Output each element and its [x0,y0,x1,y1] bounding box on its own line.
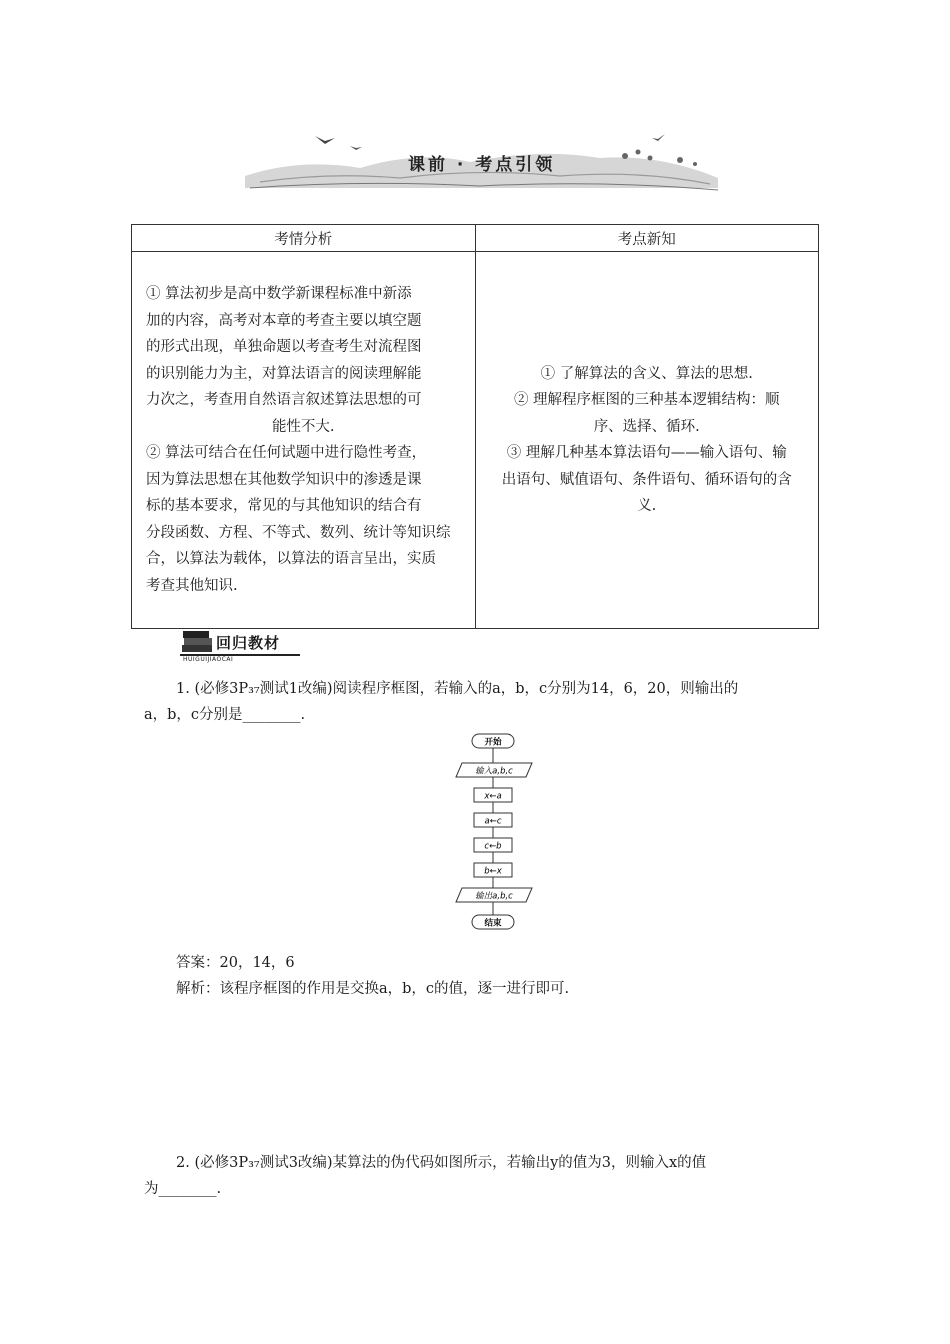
text-line: ① 算法初步是高中数学新课程标准中新添 [146,286,412,302]
flowchart [440,732,550,938]
new-knowledge-cell [475,252,819,629]
text-line: 标的基本要求，常见的与其他知识的结合有 [146,498,422,514]
text-line: 出语句、赋值语句、条件语句、循环语句的含 [501,471,792,488]
header-new-knowledge: 考点新知 [475,225,819,252]
exam-analysis-cell [132,252,476,629]
text-line: 分段函数、方程、不等式、数列、统计等知识综 [146,524,451,541]
text-line: ① 了解算法的含义、算法的思想. [540,365,753,382]
q2-line2: 为________. [144,1181,222,1197]
section-title: 回归教材 [216,634,281,652]
header-exam-analysis: 考情分析 [132,225,476,252]
text-line: 力次之，考查用自然语言叙述算法思想的可 [146,392,422,408]
flow-label-step1: x←a [484,791,502,802]
text-line: 的识别能力为主，对算法语言的阅读理解能 [146,365,422,382]
q1-line2: a，b，c分别是________. [144,707,306,723]
text-line: 义. [637,498,657,514]
banner-title: 课前 · 考点引领 [408,155,556,175]
section-pinyin: HUIGUIJIAOCAI [183,656,234,663]
text-line: 考查其他知识. [146,577,238,594]
flow-label-step2: a←c [484,816,502,827]
q2-line1: 2. (必修3P₃₇测试3改编)某算法的伪代码如图所示，若输出y的值为3，则输入x的值 [176,1155,707,1171]
text-line: 序、选择、循环. [593,418,700,435]
text-line: ② 算法可结合在任何试题中进行隐性考查， [146,445,427,461]
text-line: 合，以算法为载体，以算法的语言呈出，实质 [146,551,436,567]
text-line: 的形式出现，单独命题以考查考生对流程图 [146,339,422,355]
flow-label-start: 开始 [484,737,502,748]
flow-label-step3: c←b [484,841,502,852]
flow-label-end: 结束 [484,918,502,929]
text-line: ② 理解程序框图的三种基本逻辑结构：顺 [513,392,780,408]
flow-label-output: 输出a,b,c [475,891,513,902]
q1-analysis: 解析：该程序框图的作用是交换a，b，c的值，逐一进行即可. [176,981,570,997]
text-line: 能性不大. [271,418,335,435]
text-line: 加的内容，高考对本章的考查主要以填空题 [146,312,422,329]
text-line: 因为算法思想在其他数学知识中的渗透是课 [146,471,422,488]
flow-label-input: 输入a,b,c [475,766,513,777]
q1-answer: 答案：20，14，6 [176,955,295,971]
text-line: ③ 理解几种基本算法语句——输入语句、输 [506,445,787,461]
flow-label-step4: b←x [484,866,502,877]
q1-line1: 1. (必修3P₃₇测试1改编)阅读程序框图，若输入的a，b，c分别为14，6，20，则输出的 [176,681,739,697]
exam-points-table [131,224,819,629]
